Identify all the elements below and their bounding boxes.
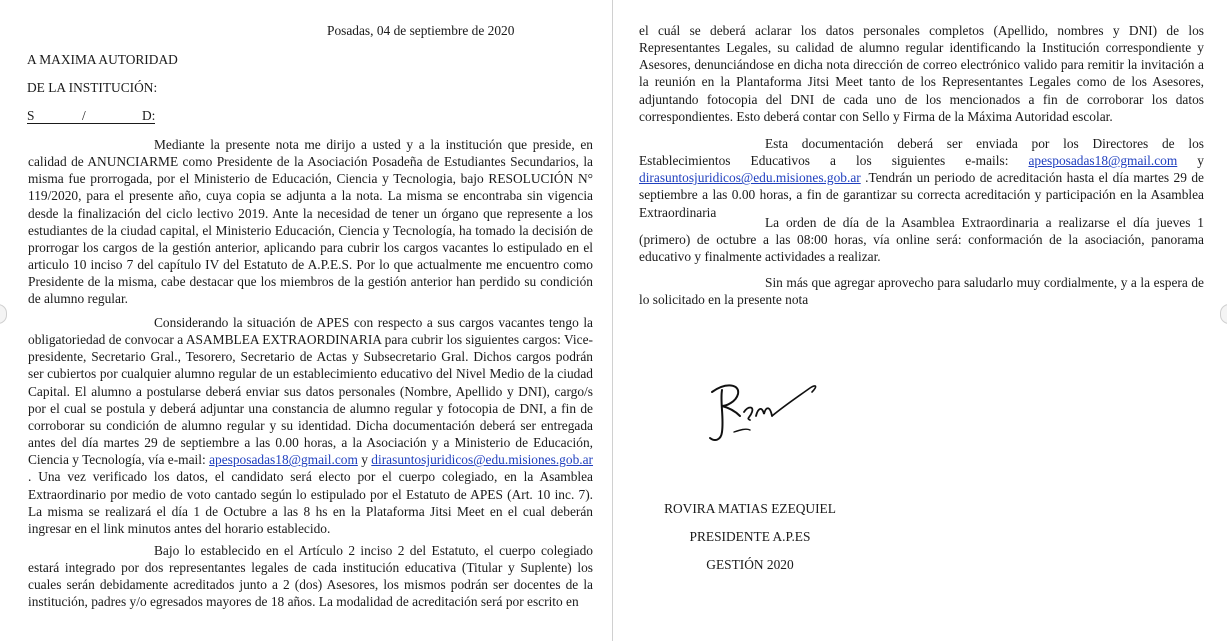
scroll-edge-left[interactable] — [0, 304, 7, 324]
page-divider — [612, 0, 613, 641]
email-conjunction: y — [357, 452, 372, 468]
email-link-juridicos[interactable]: dirasuntosjuridicos@edu.misiones.gob.ar — [371, 452, 594, 468]
signature-name: ROVIRA MATIAS EZEQUIEL — [664, 501, 836, 516]
date-line: Posadas, 04 de septiembre de 2020 — [327, 23, 515, 38]
sd-underline — [27, 123, 155, 124]
left-paragraph-2 — [28, 314, 593, 537]
right-paragraph-1: el cuál se deberá aclarar los datos personales completos (Apellido, nombres y DNI) de los Representantes Legales, su calidad de alumno regular identificando la Institución correspondiente y Asesores, denunciándose en dicha nota dirección de correo electrónico valido para remitir la invitación a la reunión en la Plantaforma Jitsi Meet tanto de los Representantes Legales como de los Asesores, adjuntando fotocopia del DNI de cada uno de los mencionados a fin de corroborar los datos correspondientes. Esto deberá contar con Sello y Firma de la Máxima Autoridad escolar. — [639, 23, 1204, 124]
signature-term: GESTIÓN 2020 — [706, 557, 794, 572]
left-paragraph-2-part1: Considerando la situación de APES con respecto a sus cargos vacantes tengo la obligatoriedad de convocar a ASAMBLEA EXTRAORDINARIA para cubrir los siguientes cargos: Vice-presidente, Secretario Gral., Tesorero, Secretario de Actas y Subsecretario Gral. Dichos cargos podrán ser cubiertos por cualquier alumno regular de un establecimiento educativo del Nivel Medio de la ciudad Capital. El alumno a postularse deberá enviar sus datos personales (Nombre, Apellido y DNI), cargo/s por el cual se postula y deberá adjuntar una constancia de alumno regular y fotocopia de DNI, a fin de corroborar su condición de alumno regular y su identidad. Dicha documentación deberá ser entregada antes del día martes 29 de septiembre a las 0.00 horas, a la Asociación y a Ministerio de Educación, Ciencia y Tecnología, vía e-mail: — [28, 315, 593, 468]
email-link-apes-right[interactable]: apesposadas18@gmail.com — [1028, 153, 1178, 169]
left-paragraph-1: Mediante la presente nota me dirijo a usted y a la institución que preside, en calidad de ANUNCIARME como Presidente de la Asociación Posadeña de Estudiantes Secundarios, la misma fue prorrogada, por el Ministerio de Educación, Ciencia y Tecnologia, bajo RESOLUCIÓN N° 119/2020, para el presente año, cuya copia se adjunta a la nota. La misma se encontraba sin vigencia desde la finalización del ciclo lectivo 2019. Ante la necesidad de tener un órgano que represente a los estudiantes de la ciudad capital, el Ministerio Educación, Ciencia y Tecnología, ha tomado la decisión de prorrogar los cargos de la gestión anterior, aplicando para cubrir los cargos vacantes lo estipulado en el articulo 10 inciso 7 del capítulo IV del Estatuto de A.P.E.S. Por lo que actualmente me encuentro como Presidente de la misma, cabe destacar que los miembros de la gestión anterior han perdido su condición de alumno regular. — [28, 137, 593, 307]
sd-s: S — [27, 108, 35, 123]
sd-d: D: — [142, 108, 156, 123]
right-paragraph-3: La orden de día de la Asamblea Extraordinaria a realizarse el día jueves 1 (primero) de octubre a las 08:00 horas, vía online será: conformación de la asociación, panorama educativo y finalmente actividades a realizar. — [639, 215, 1204, 265]
sd-line — [27, 107, 162, 125]
email-link-juridicos-right[interactable]: dirasuntosjuridicos@edu.misiones.gob.ar — [639, 170, 861, 186]
right-paragraph-2 — [639, 135, 1204, 221]
right-paragraph-2-part2: .Tendrán un periodo de acreditación hasta el día martes 29 de septiembre a las 0.00 horas, a fin de garantizar su correcta acreditación y participación en la Asamblea Extraordinaria — [639, 170, 1204, 220]
handwritten-signature — [700, 372, 840, 452]
left-paragraph-3: Bajo lo establecido en el Artículo 2 inciso 2 del Estatuto, el cuerpo colegiado estará integrado por dos representantes legales de cada institución educativa (Titular y Suplente) los cuales serán debidamente acreditados junto a 2 (dos) Asesores, los mismos podrán ser docentes de la institución, padres y/o egresados mayores de 18 años. La modalidad de acreditación será por escrito en — [28, 543, 593, 610]
right-paragraph-2-part1: Esta documentación deberá ser enviada por los Directores de los Establecimientos Educativos a los siguientes e-mails: — [639, 136, 1204, 169]
right-paragraph-4: Sin más que agregar aprovecho para saludarlo muy cordialmente, y a la espera de lo solicitado en la presente nota — [639, 275, 1204, 308]
email-conjunction-right: y — [1177, 153, 1204, 169]
email-link-apes[interactable]: apesposadas18@gmail.com — [209, 452, 358, 468]
recipient-line-2: DE LA INSTITUCIÓN: — [27, 80, 158, 95]
left-page — [0, 0, 612, 641]
scroll-edge-right[interactable] — [1220, 304, 1227, 324]
sd-slash: / — [82, 108, 86, 123]
left-paragraph-2-part2: . Una vez verificado los datos, el candidato será electo por el cuerpo colegiado, en la Asamblea Extraordinario por medio de voto cantado según lo estipulado por el Estatuto de APES (Art. 10 inc. 7). La misma se realizará el día 1 de Octubre a las 8 hs en la Plataforma Jitsi Meet en el cual deberán ingresar en el link minutos antes del horario establecido. — [28, 469, 593, 536]
recipient-line-1: A MAXIMA AUTORIDAD — [27, 52, 178, 67]
signature-title: PRESIDENTE A.P.ES — [689, 529, 811, 544]
